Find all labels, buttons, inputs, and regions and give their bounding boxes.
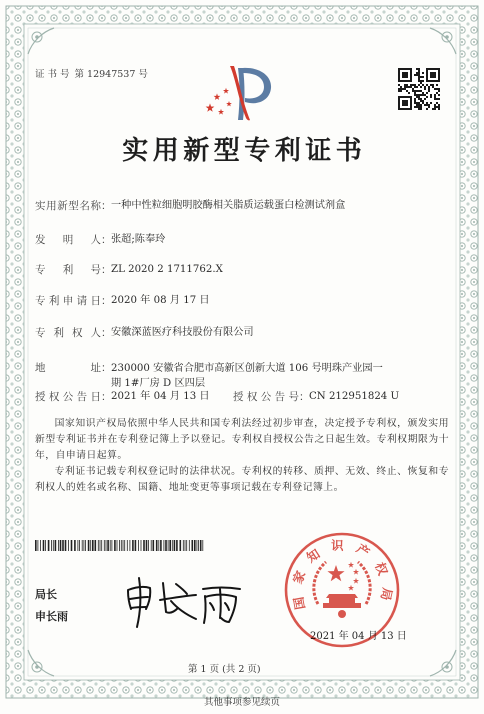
row-inventor: [35, 233, 165, 247]
row-address: [35, 361, 385, 391]
star-icon: [353, 569, 359, 575]
colon: ：: [101, 362, 112, 374]
official-seal-icon: [280, 528, 404, 652]
star-icon: [353, 578, 359, 584]
colon: ：: [101, 295, 112, 307]
colon: ：: [101, 234, 112, 246]
signatory-name: 申长雨: [35, 610, 68, 623]
seal-date: 2021 年 04 月 13 日: [310, 631, 407, 642]
row-patentee: [35, 326, 254, 340]
filing-date-value: 2020 年 08 月 17 日: [111, 295, 210, 306]
star-icon: [226, 101, 232, 106]
star-icon: [214, 93, 221, 100]
inventor-value: 张超;陈奉玲: [111, 234, 166, 245]
colon: ：: [101, 391, 112, 403]
row-utility-model-name: [35, 199, 345, 213]
star-icon: [223, 88, 229, 94]
row-grant-number: [233, 390, 399, 404]
star-icon: [206, 103, 215, 111]
inventor-label: 发明人: [35, 234, 101, 246]
address-value: 230000 安徽省合肥市高新区创新大道 106 号明珠产业园一期 1#厂房 D 区四层: [111, 363, 383, 389]
body-paragraph-2: 专利证书记载专利权登记时的法律状况。专利权的转移、质押、无效、终止、恢复和专利权人的姓名或名称、国籍、地址变更等事项记载在专利登记簿上。: [35, 466, 449, 493]
filing-date-label: 专利申请日: [35, 295, 101, 307]
national-emblem-icon: [314, 562, 370, 618]
signatory-title: 局长: [35, 588, 57, 601]
colon: ：: [101, 264, 112, 276]
seal-text: 国家知识产权局: [288, 537, 396, 613]
qr-code-icon: [398, 68, 440, 110]
certificate-number: [35, 69, 148, 81]
utility-model-name-label: 实用新型名称: [35, 200, 101, 212]
colon: ：: [299, 391, 310, 403]
page-number: 第 1 页 (共 2 页): [188, 664, 261, 675]
row-grant-date: [35, 390, 210, 404]
cnipa-logo-icon: [200, 64, 274, 122]
colon: ：: [101, 200, 112, 212]
grant-date-value: 2021 年 04 月 13 日: [111, 391, 210, 402]
patent-number-value: ZL 2020 2 1711762.X: [111, 264, 223, 275]
body-paragraph-1: 国家知识产权局依照中华人民共和国专利法经过初步审查，决定授予专利权，颁发实用新型专利证书并在专利登记簿上予以登记。专利权自授权公告之日起生效。专利权期限为十年，自申请日起算。: [35, 418, 449, 461]
grant-number-value: CN 212951824 U: [309, 391, 400, 402]
row-patent-number: [35, 263, 223, 277]
patentee-label: 专利权人: [35, 327, 101, 339]
utility-model-name-value: 一种中性粒细胞明胶酶相关脂质运载蛋白检测试剂盒: [111, 200, 346, 211]
signature-icon: [115, 568, 250, 630]
continued-note: 其他事项参见续页: [203, 697, 280, 708]
patentee-value: 安徽深蓝医疗科技股份有限公司: [111, 327, 254, 338]
page-title: 实用新型专利证书: [122, 136, 367, 166]
row-filing-date: [35, 294, 210, 308]
certificate-number-label: 证书号: [35, 69, 73, 80]
grant-date-label: 授权公告日: [35, 391, 101, 403]
grant-number-label: 授权公告号: [233, 391, 299, 403]
star-icon: [218, 109, 224, 115]
star-icon: [327, 565, 344, 581]
star-icon: [348, 585, 354, 591]
barcode-bars: [35, 540, 203, 551]
colon: ：: [101, 327, 112, 339]
patent-number-label: 专利号: [35, 264, 101, 276]
barcode-icon: [35, 540, 205, 551]
certificate-number-value: 第 12947537 号: [74, 69, 148, 80]
address-label: 地址: [35, 362, 101, 374]
star-icon: [348, 562, 354, 568]
